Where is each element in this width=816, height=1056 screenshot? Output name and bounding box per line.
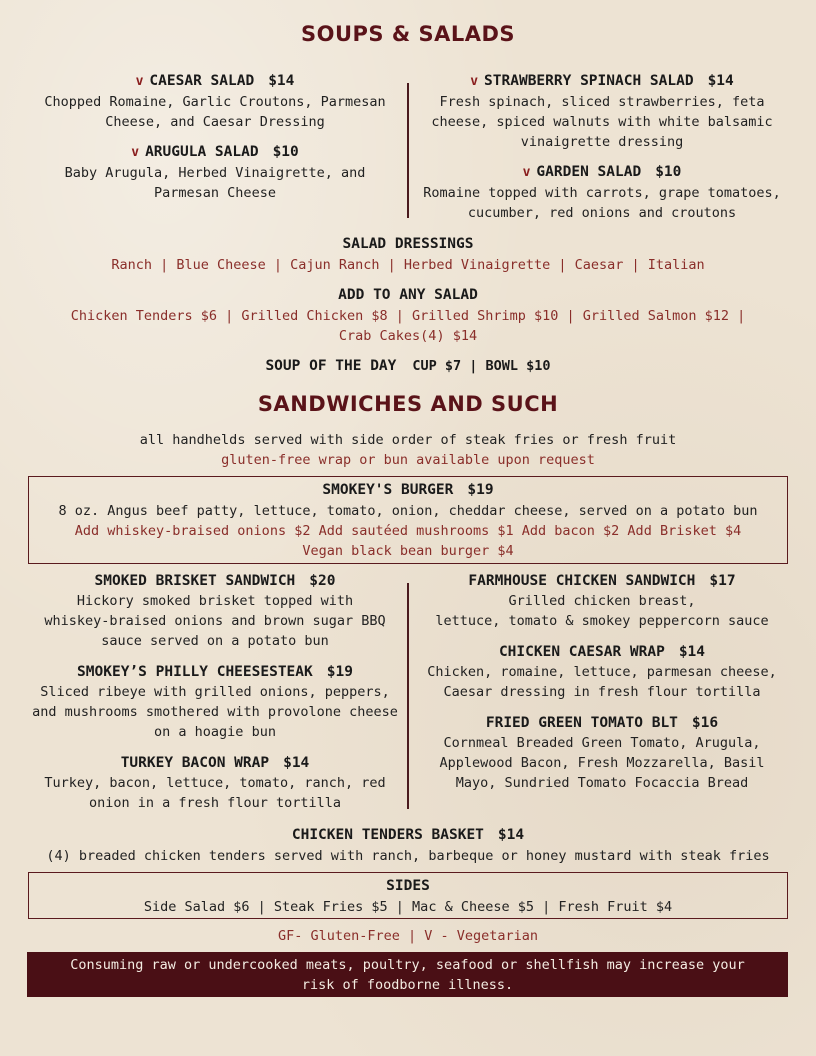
- section-title-sandwiches: SANDWICHES AND SUCH: [257, 392, 559, 416]
- item-name: CHICKEN CAESAR WRAP: [498, 644, 665, 660]
- section-title-soups-salads: SOUPS & SALADS: [300, 22, 516, 46]
- sandwiches-left-column: [30, 571, 400, 813]
- item-price: $14: [283, 755, 310, 771]
- menu-item-title: [30, 142, 400, 163]
- item-price: $17: [709, 573, 736, 589]
- item-description: Chicken, romaine, lettuce, parmesan cheese, Caesar dressing in fresh flour tortilla: [427, 664, 777, 700]
- item-name: SMOKEY'S BURGER: [322, 482, 454, 498]
- sandwiches-gluten-free-note: gluten-free wrap or bun available upon request: [221, 452, 595, 468]
- vegetarian-marker: v: [470, 74, 479, 89]
- addons-title: ADD TO ANY SALAD: [338, 287, 478, 303]
- item-name: CHICKEN TENDERS BASKET: [291, 827, 484, 843]
- column-divider: [407, 583, 409, 809]
- menu-item-title: [30, 571, 400, 591]
- warning-line: Consuming raw or undercooked meats, poultry, seafood or shellfish may increase your: [70, 957, 745, 973]
- dressings-list: Ranch | Blue Cheese | Cajun Ranch | Herbed Vinaigrette | Caesar | Italian: [111, 257, 705, 273]
- item-name: ARUGULA SALAD: [145, 144, 259, 160]
- warning-line: risk of foodborne illness.: [301, 977, 514, 993]
- salads-left-column: [30, 71, 400, 203]
- item-description: Sliced ribeye with grilled onions, peppers, and mushrooms smothered with provolone cheese on a hoagie bun: [32, 684, 398, 740]
- burger-vegan-option: Vegan black bean burger $4: [302, 543, 514, 559]
- menu-item-title: [418, 162, 786, 183]
- salads-right-column: [418, 71, 786, 223]
- item-price: $20: [309, 573, 336, 589]
- burger-addons: Add whiskey-braised onions $2 Add sautéed mushrooms $1 Add bacon $2 Add Brisket $4: [74, 523, 742, 539]
- item-name: FARMHOUSE CHICKEN SANDWICH: [468, 573, 696, 589]
- menu-item-title: [418, 713, 786, 733]
- item-description: Turkey, bacon, lettuce, tomato, ranch, red onion in a fresh flour tortilla: [44, 775, 386, 811]
- dressings-title: SALAD DRESSINGS: [342, 236, 474, 252]
- tenders-description: (4) breaded chicken tenders served with ranch, barbeque or honey mustard with steak fries: [46, 848, 770, 864]
- item-price: $14: [678, 644, 706, 660]
- item-description: Cornmeal Breaded Green Tomato, Arugula, Applewood Bacon, Fresh Mozzarella, Basil Mayo, Sundried Tomato Focaccia Bread: [439, 735, 765, 791]
- menu-item-title: [30, 753, 400, 773]
- item-name: FRIED GREEN TOMATO BLT: [485, 715, 678, 731]
- column-divider: [407, 83, 409, 218]
- sandwiches-intro: all handhelds served with side order of steak fries or fresh fruit: [139, 432, 677, 448]
- item-name: GARDEN SALAD: [536, 164, 642, 180]
- item-description: Romaine topped with carrots, grape tomatoes, cucumber, red onions and croutons: [423, 185, 781, 221]
- item-name: CAESAR SALAD: [149, 73, 255, 89]
- menu-item-title: [30, 662, 400, 682]
- addons-list: Chicken Tenders $6 | Grilled Chicken $8 | Grilled Shrimp $10 | Grilled Salmon $12 |: [70, 308, 746, 324]
- item-name: TURKEY BACON WRAP: [120, 755, 270, 771]
- item-description: Chopped Romaine, Garlic Croutons, Parmesan Cheese, and Caesar Dressing: [44, 94, 386, 130]
- item-price: $10: [272, 144, 299, 160]
- item-price: $14: [707, 73, 734, 89]
- item-name: SMOKEY’S PHILLY CHEESESTEAK: [77, 664, 313, 680]
- vegetarian-marker: v: [522, 165, 531, 180]
- vegetarian-marker: v: [135, 74, 144, 89]
- soup-title: SOUP OF THE DAY: [265, 358, 397, 374]
- item-description: Hickory smoked brisket topped with whiskey-braised onions and brown sugar BBQ sauce served on a potato bun: [44, 593, 386, 649]
- item-price: $19: [326, 664, 353, 680]
- sides-list: Side Salad $6 | Steak Fries $5 | Mac & Cheese $5 | Fresh Fruit $4: [143, 899, 673, 915]
- item-price: $14: [268, 73, 295, 89]
- tenders-title: [0, 825, 816, 845]
- item-price: $10: [655, 164, 682, 180]
- item-description: Fresh spinach, sliced strawberries, feta cheese, spiced walnuts with white balsamic vinaigrette dressing: [431, 94, 773, 150]
- item-price: $14: [497, 827, 525, 843]
- item-price: $19: [467, 482, 494, 498]
- soup-prices: CUP $7 | BOWL $10: [412, 358, 551, 374]
- menu-item-title: [418, 71, 786, 92]
- item-price: $16: [691, 715, 719, 731]
- menu-item-title: [418, 571, 786, 591]
- vegetarian-marker: v: [131, 145, 140, 160]
- soup-of-the-day: [0, 356, 816, 376]
- sandwiches-right-column: [418, 571, 786, 793]
- food-safety-warning: [27, 952, 788, 997]
- item-name: STRAWBERRY SPINACH SALAD: [484, 73, 694, 89]
- item-description: Grilled chicken breast, lettuce, tomato & smokey peppercorn sauce: [435, 593, 769, 629]
- menu-item-title: [30, 71, 400, 92]
- burger-title: [0, 480, 816, 500]
- sides-title: SIDES: [386, 878, 430, 894]
- item-name: SMOKED BRISKET SANDWICH: [94, 573, 296, 589]
- burger-description: 8 oz. Angus beef patty, lettuce, tomato, onion, cheddar cheese, served on a potato bun: [58, 503, 758, 519]
- addons-list-continued: Crab Cakes(4) $14: [338, 328, 478, 344]
- dietary-legend: GF- Gluten-Free | V - Vegetarian: [277, 928, 539, 944]
- item-description: Baby Arugula, Herbed Vinaigrette, and Parmesan Cheese: [64, 165, 366, 201]
- menu-item-title: [418, 642, 786, 662]
